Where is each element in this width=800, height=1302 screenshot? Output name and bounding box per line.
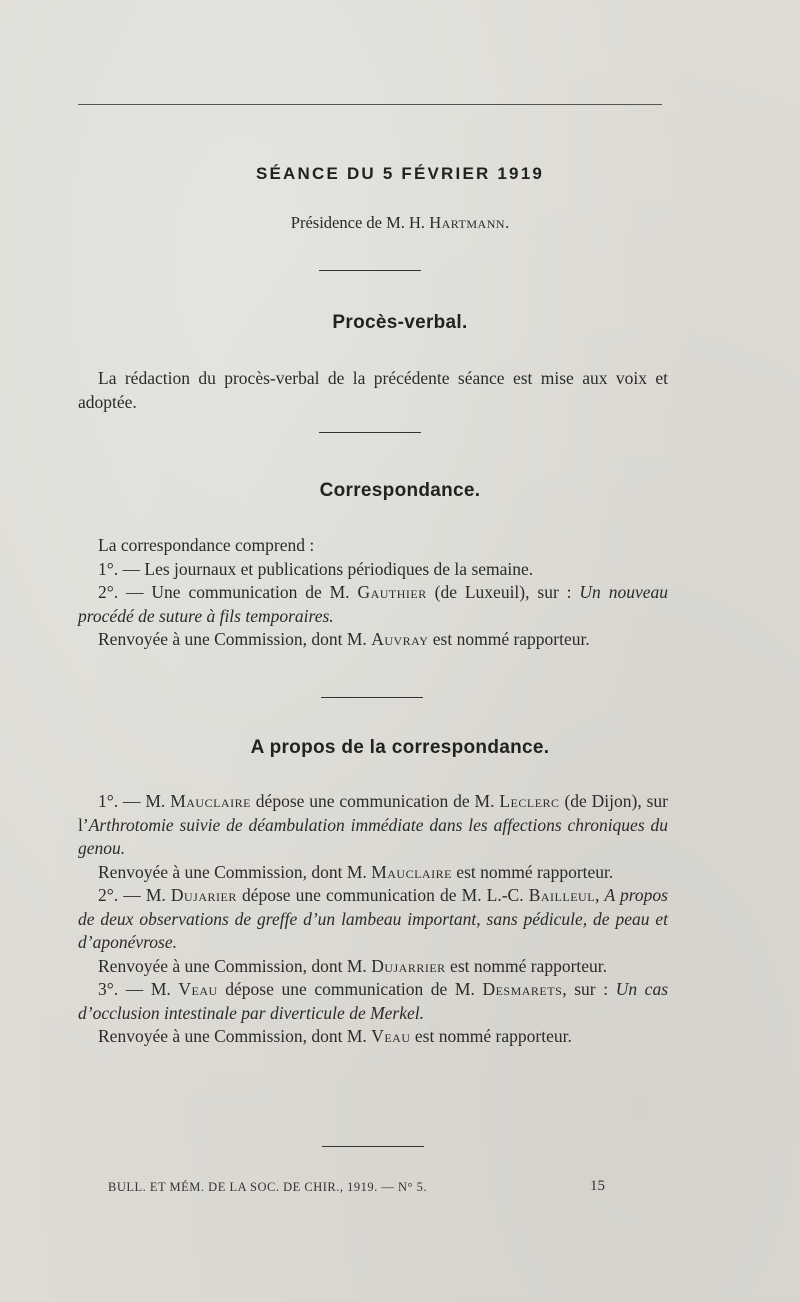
correspondance-item-1: 1°. — Les journaux et publications périodiques de la semaine. [98,558,534,579]
renvoi-text: Renvoyée à une Commission, dont M. [98,861,372,882]
presidence-prefix: Présidence de M. H. [290,213,430,232]
item-1-mid2: (de Dijon), sur l’ [78,791,668,835]
renvoi-text-end: est nommé rapporteur. [410,1026,572,1046]
renvoi-text-end: est nommé rapporteur. [451,861,614,882]
author-name: Bailleul [528,885,596,905]
correspondance-item-2 [78,581,668,628]
rapporteur-name: Mauclaire [371,861,452,882]
rapporteur-name: Veau [371,1026,411,1046]
a-propos-item-1-renvoi [78,861,668,885]
a-propos-heading: A propos de la correspondance. [250,737,550,758]
presenter-name: Dujarier [170,885,237,905]
presenter-name: Veau [178,979,218,999]
proces-verbal-text: La rédaction du procès-verbal de la précédente séance est mise aux voix et adoptée. [78,368,668,412]
section-divider [321,697,423,698]
item-2-prefix: 2°. — Une communication de M. [98,582,358,602]
author-name: Gauthier [357,582,427,602]
item-1-prefix: 1°. — M. [98,791,171,811]
presidence-suffix: . [505,213,510,232]
correspondance-intro: La correspondance comprend : [98,535,315,555]
rapporteur-name: Auvray [371,629,429,649]
item-3-mid: dépose une communication de M. [217,979,483,999]
presidence-line [0,213,800,233]
communication-title: Un nouveau procédé de suture à fils temporaires. [78,582,668,626]
renvoi-text: Renvoyée à une Commission, dont M. [98,955,372,976]
a-propos-item-2-renvoi [78,955,668,979]
item-2-mid2: , [595,885,605,905]
renvoi-text: Renvoyée à une Commission, dont M. [98,629,372,649]
item-3-mid2: , sur : [562,979,616,999]
author-name: Desmarets [482,979,563,999]
president-name: Hartmann [429,213,506,232]
page-number: 15 [590,1178,605,1194]
presenter-name: Mauclaire [170,791,251,811]
renvoi-text-end: est nommé rapporteur. [445,955,608,976]
item-2-mid: (de Luxeuil), sur : [426,582,580,602]
a-propos-block [78,790,668,1049]
item-2-prefix: 2°. — M. [98,885,171,905]
item-1-mid: dépose une communication de M. [250,791,500,811]
rapporteur-name: Dujarrier [371,955,446,976]
correspondance-heading: Correspondance. [319,480,481,501]
section-divider [319,432,421,433]
correspondance-block [78,534,668,652]
session-title: SÉANCE DU 5 FÉVRIER 1919 [255,164,545,183]
a-propos-item-2 [78,884,668,955]
section-divider [322,1146,424,1147]
a-propos-item-3-renvoi [78,1025,668,1049]
a-propos-item-3 [78,978,668,1025]
author-name: Leclerc [499,791,560,811]
communication-title: Arthrotomie suivie de déambulation immédiate dans les affections chroniques du genou. [78,814,668,858]
communication-title: A propos de deux observations de greffe d’un lambeau important, sans pédicule, de peau et d’aponévrose. [78,885,668,952]
item-3-prefix: 3°. — M. [98,979,179,999]
item-2-mid: dépose une communication de M. L.-C. [236,885,529,905]
proces-verbal-text-block [78,367,668,414]
proces-verbal-heading: Procès-verbal. [332,312,468,333]
header-rule [78,104,662,105]
communication-title: Un cas d’occlusion intestinale par diverticule de Merkel. [78,979,669,1023]
correspondance-item-2-renvoi [78,628,668,652]
section-divider [319,270,421,271]
a-propos-item-1 [78,790,668,861]
renvoi-text: Renvoyée à une Commission, dont M. [98,1026,372,1046]
footer-journal: BULL. ET MÉM. DE LA SOC. DE CHIR., 1919. — N° 5. [108,1180,428,1194]
renvoi-text-end: est nommé rapporteur. [428,629,590,649]
